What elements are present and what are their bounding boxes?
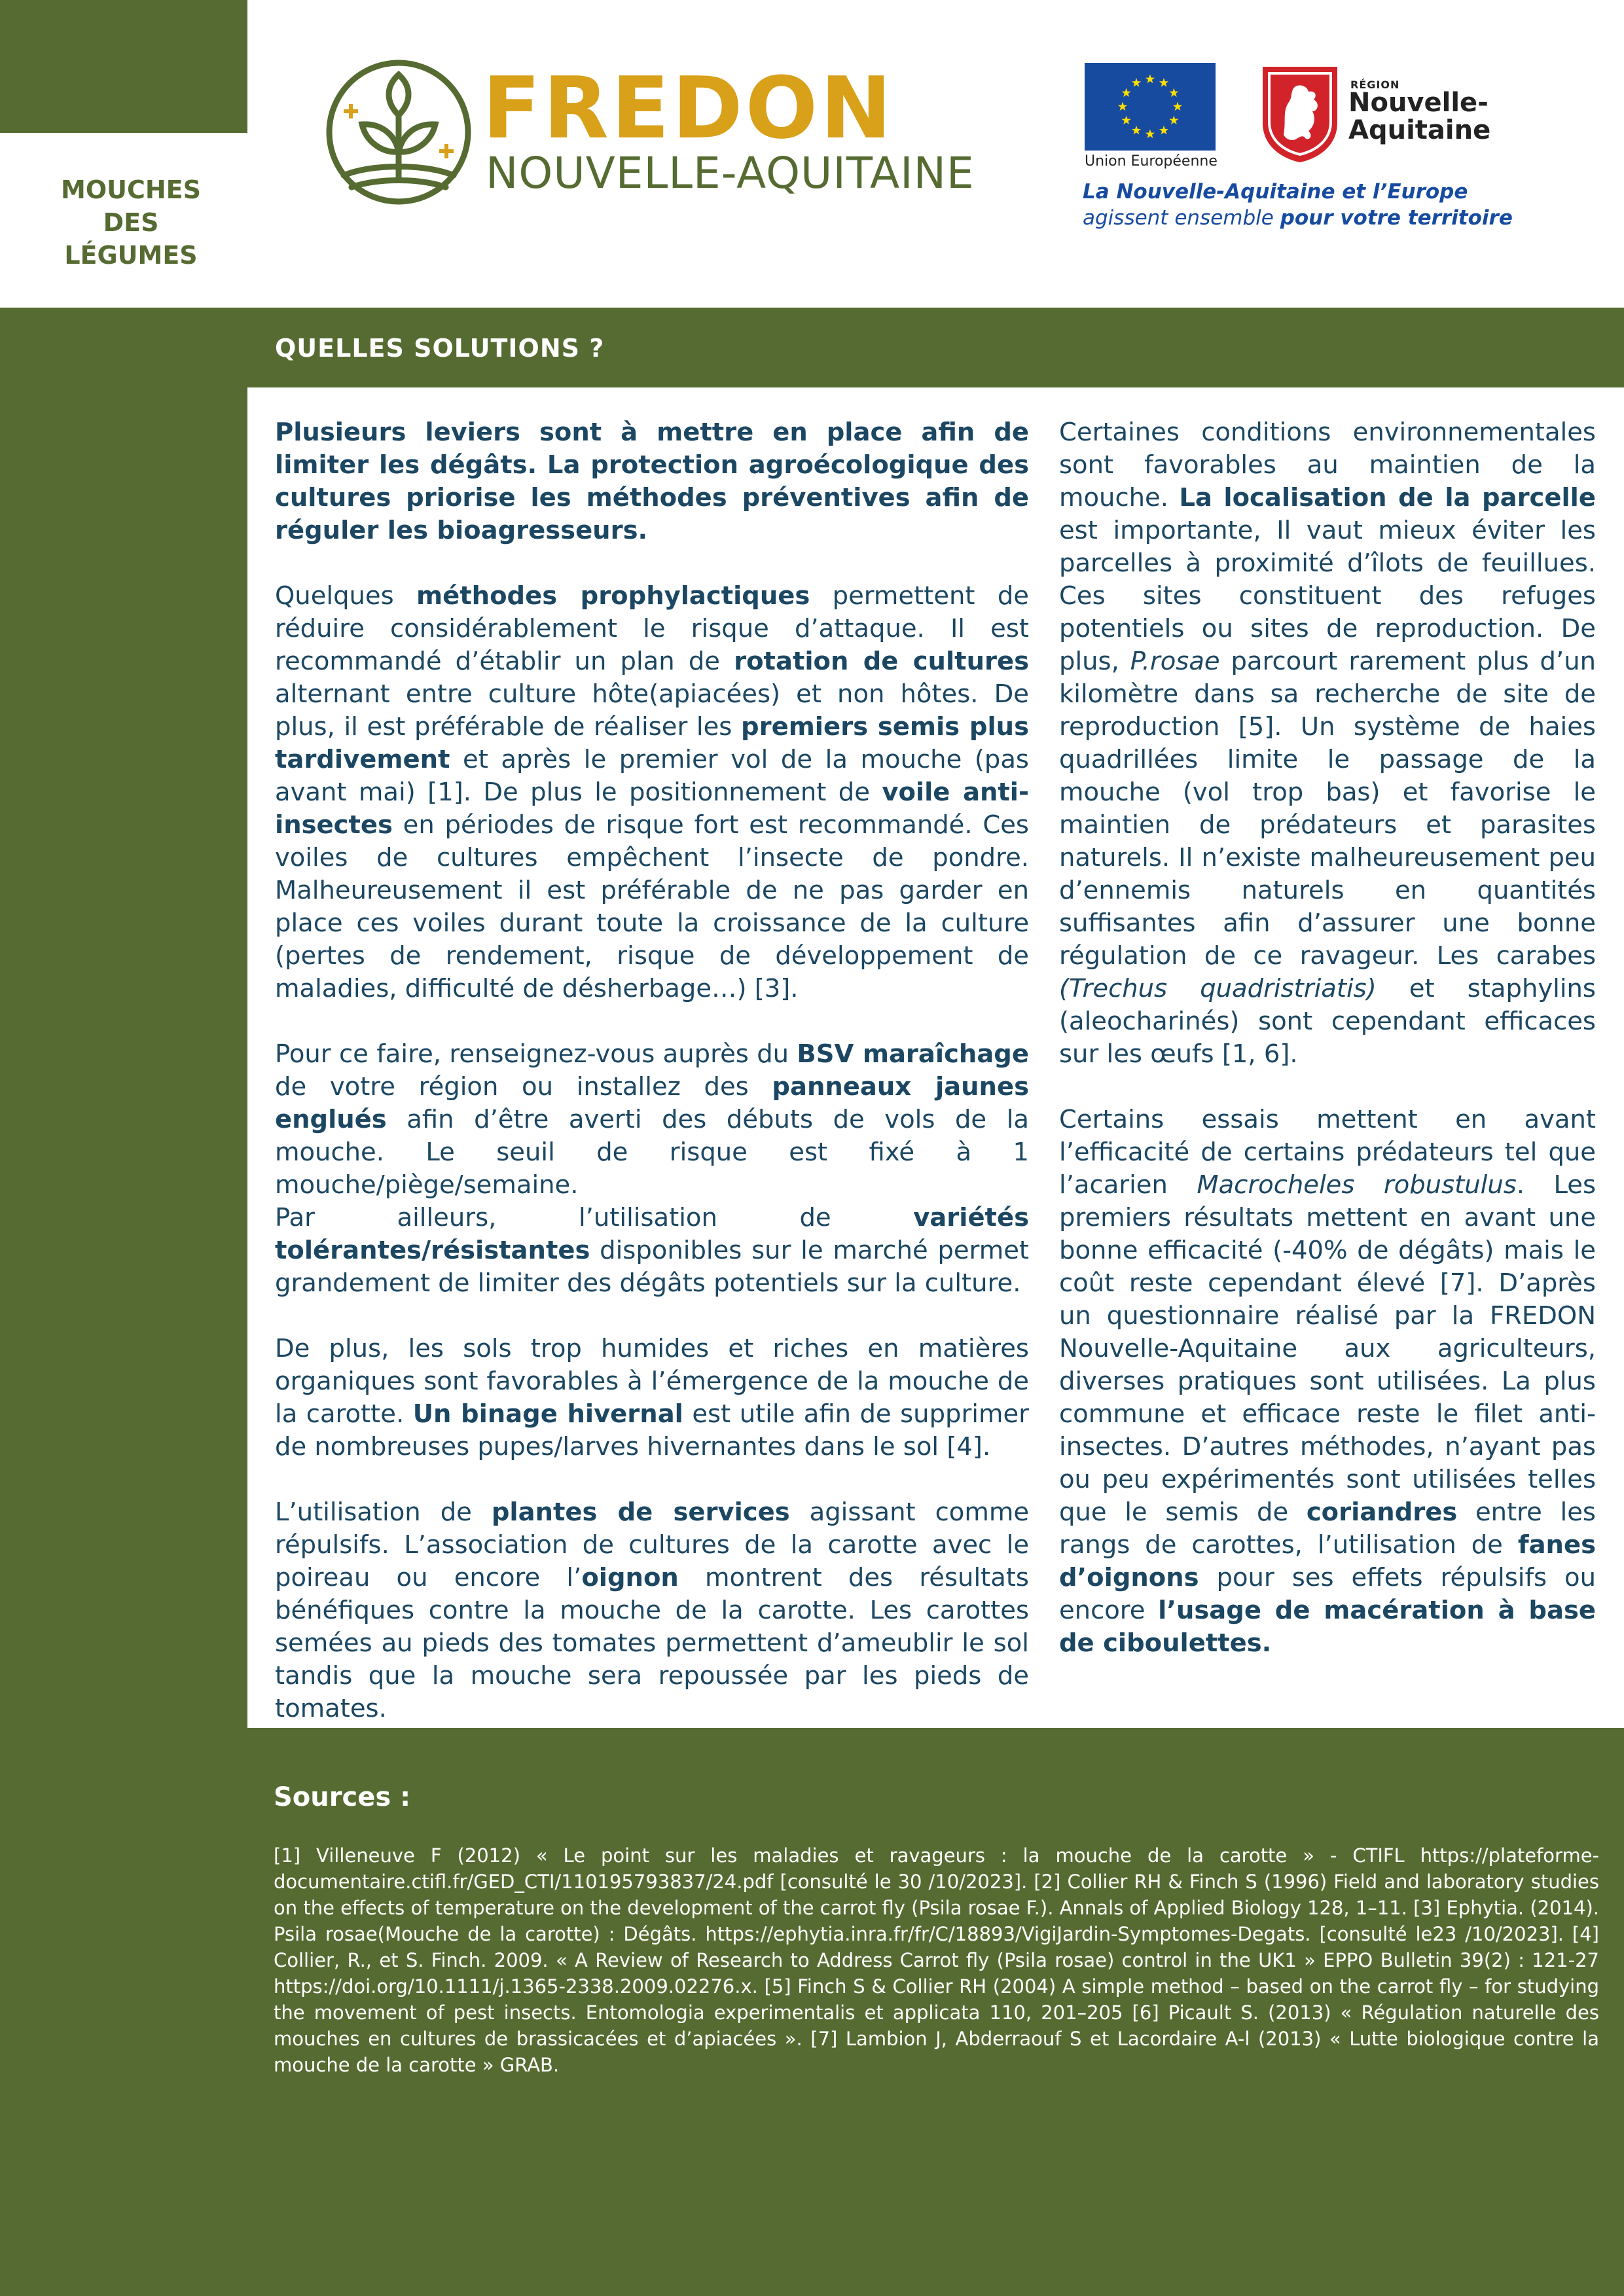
body-text: est utile afin de supprimer de nombreuses pupes/larves hivernantes dans le sol [4].: [275, 1399, 1029, 1462]
emphasis-text: fanes d’oignons: [1059, 1530, 1596, 1592]
partner-tagline-2-part: agissent ensemble: [1083, 206, 1280, 230]
eu-flag-icon: [1085, 63, 1216, 151]
body-text: Par ailleurs, l’utilisation de: [275, 1203, 914, 1232]
body-text: de votre région ou installez des: [275, 1072, 772, 1102]
body-text: De plus, les sols trop humides et riches en matières organiques sont favorables à l’émergence de la mouche de la carotte.: [275, 1334, 1029, 1429]
emphasis-text: coriandres: [1306, 1498, 1458, 1527]
partner-tagline-2-emphasis: pour votre territoire: [1280, 206, 1513, 230]
emphasis-text: premiers semis plus tardivement: [275, 712, 1029, 774]
category-label-line: DES: [103, 208, 159, 237]
intro-paragraph: [275, 416, 1029, 547]
paragraph-service-plants: [275, 1496, 1029, 1725]
region-name-line: Nouvelle-: [1348, 88, 1489, 118]
body-text: parcourt rarement plus d’un kilomètre dans sa recherche de site de reproduction [5]. Un système de haies quadrillées limite le passage de la mouche (vol trop bas) et favorise le maintien de prédateurs et parasites naturels. Il n’existe malheureusement peu d’ennemis naturels en quantités suffisantes afin d’assurer une bonne régulation de ce ravageur. Les carabes: [1059, 647, 1596, 971]
paragraph-environment: [1059, 416, 1596, 1071]
region-label: RÉGION: [1350, 79, 1400, 91]
body-text: Certaines conditions environnementales sont favorables au maintien de la mouche.: [1059, 418, 1596, 512]
paragraph-varieties: [275, 1202, 1029, 1300]
body-text: L’utilisation de: [275, 1498, 492, 1527]
body-text: est importante, Il vaut mieux éviter les parcelles à proximité d’îlots de feuillues. Ces sites constituent des refuges potentiels ou sites de reproduction. De plus,: [1059, 516, 1596, 676]
body-text: et après le premier vol de la mouche (pas avant mai) [1]. De plus le positionnement de: [275, 745, 1029, 807]
emphasis-text: rotation de cultures: [734, 647, 1029, 676]
category-label-line: LÉGUMES: [64, 241, 198, 270]
sources-title: Sources :: [274, 1782, 411, 1812]
body-text: alternant entre culture hôte(apiacées) et non hôtes. De plus, il est préférable de réaliser les: [275, 679, 1029, 742]
body-text: Certains essais mettent en avant l’efficacité de certains prédateurs tel que l’acarien: [1059, 1105, 1596, 1200]
left-rail: [0, 387, 247, 1728]
paragraph-soil: [275, 1333, 1029, 1463]
body-text: et staphylins (aleocharinés) sont cependant efficaces sur les œufs [1, 6].: [1059, 974, 1596, 1069]
paragraph-monitoring: [275, 1038, 1029, 1202]
body-text: entre les rangs de carottes, l’utilisation de: [1059, 1498, 1596, 1560]
intro-text: Plusieurs leviers sont à mettre en place afin de limiter les dégâts. La protection agroécologique des cultures priorise les méthodes préventives afin de réguler les bioagresseurs.: [275, 418, 1029, 545]
body-text: permettent de réduire considérablement le risque d’attaque. Il est recommandé d’établir un plan de: [275, 581, 1029, 676]
body-text: en périodes de risque fort est recommandé. Ces voiles de cultures empêchent l’insecte de pondre. Malheureusement il est préférable de ne pas garder en place ces voiles durant toute la croissance de la culture (pertes de rendement, risque de développement de maladies, difficulté de désherbage…) [3].: [275, 810, 1029, 1003]
italic-text: P.rosae: [1130, 647, 1220, 676]
emphasis-text: l’usage de macération à base de ciboulettes.: [1059, 1596, 1596, 1658]
emphasis-text: méthodes prophylactiques: [416, 581, 810, 611]
logo-name: FREDON: [482, 58, 894, 158]
partner-tagline-1: La Nouvelle-Aquitaine et l’Europe: [1083, 180, 1468, 204]
emphasis-text: BSV maraîchage: [797, 1039, 1029, 1069]
emphasis-text: plantes de services: [491, 1498, 790, 1527]
nouvelle-aquitaine-lion-icon: [1257, 63, 1343, 164]
body-text: . Les premiers résultats mettent en avant une bonne efficacité (-40% de dégâts) mais le coût reste cependant élevé [7]. D’après un questionnaire réalisé par la FREDON Nouvelle-Aquitaine aux agriculteurs, diverses pratiques sont utilisées. La plus commune et efficace reste le filet anti-insectes. D’autres méthodes, n’ayant pas ou peu expérimentés sont utilisées telles que le semis de: [1059, 1170, 1596, 1527]
logo-region: NOUVELLE-AQUITAINE: [486, 148, 975, 198]
sources-text: [1] Villeneuve F (2012) « Le point sur les maladies et ravageurs : la mouche de la carotte » - CTIFL https://plateforme-documentaire.ctifl.fr/GED_CTI/110195793837/24.pdf [consulté le 30 /10/2023]. [2] Collier RH & Finch S (1996) Field and laboratory studies on the effects of temperature on the development of the carrot fly (Psila rosae F.). Annals of Applied Biology 128, 1–11. [3] Ephytia. (2014). Psila rosae(Mouche de la carotte) : Dégâts. https://ephytia.inra.fr/fr/C/18893/VigiJardin-Symptomes-Degats. [consulté le23 /10/2023]. [4] Collier, R., et S. Finch. 2009. « A Review of Research to Address Carrot fly (Psila rosae) control in the UK1 » EPPO Bulletin 39(2) : 121-27 https://doi.org/10.1111/j.1365-2338.2009.02276.x. [5] Finch S & Collier RH (2004) A simple method – based on the carrot fly – for studying the movement of pest insects. Entomologia experimentalis et applicata 110, 201–205 [6] Picault S. (2013) « Régulation naturelle des mouches en cultures de brassicacées et d’apiacées ». [7] Lambion J, Abderraouf S et Lacordaire A-l (2013) « Lutte biologique contre la mouche de la carotte » GRAB.: [274, 1844, 1600, 2076]
left-column: [275, 416, 1029, 1758]
section-band: [0, 308, 1624, 387]
region-name: [1348, 89, 1490, 144]
emphasis-text: voile anti-insectes: [275, 778, 1029, 840]
section-title: QUELLES SOLUTIONS ?: [275, 334, 605, 363]
body-text: montrent des résultats bénéfiques contre la mouche de la carotte. Les carottes semées au pieds des tomates permettent d’ameublir le sol tandis que la mouche sera repoussée par les pieds de tomates.: [275, 1563, 1029, 1723]
paragraph-trials: [1059, 1103, 1596, 1660]
partner-tagline-2: [1083, 206, 1513, 230]
eu-caption: Union Européenne: [1085, 153, 1218, 170]
paragraph-prophylaxis: [275, 580, 1029, 1005]
emphasis-text: panneaux jaunes englués: [275, 1072, 1029, 1134]
body-text: Quelques: [275, 581, 417, 611]
body-text: pour ses effets répulsifs ou encore: [1059, 1563, 1596, 1625]
header-corner-block: [0, 0, 247, 133]
emphasis-text: oignon: [581, 1563, 679, 1592]
emphasis-text: Un binage hivernal: [412, 1399, 683, 1429]
region-name-line: Aquitaine: [1348, 115, 1491, 145]
emphasis-text: variétés tolérantes/résistantes: [275, 1203, 1029, 1265]
right-column: [1059, 416, 1596, 1693]
emphasis-text: La localisation de la parcelle: [1179, 483, 1596, 512]
italic-text: (Trechus quadristriatis): [1059, 974, 1377, 1003]
category-label: [0, 173, 262, 272]
body-text: agissant comme répulsifs. L’association de cultures de la carotte avec le poireau ou encore l’: [275, 1498, 1030, 1592]
body-text: disponibles sur le marché permet grandement de limiter des dégâts potentiels sur la culture.: [275, 1236, 1029, 1298]
category-label-line: MOUCHES: [61, 175, 201, 204]
body-text: afin d’être averti des débuts de vols de la mouche. Le seuil de risque est fixé à 1 mouche/piège/semaine.: [275, 1105, 1029, 1200]
italic-text: Macrocheles robustulus: [1197, 1170, 1517, 1200]
body-text: Pour ce faire, renseignez-vous auprès du: [275, 1039, 797, 1069]
